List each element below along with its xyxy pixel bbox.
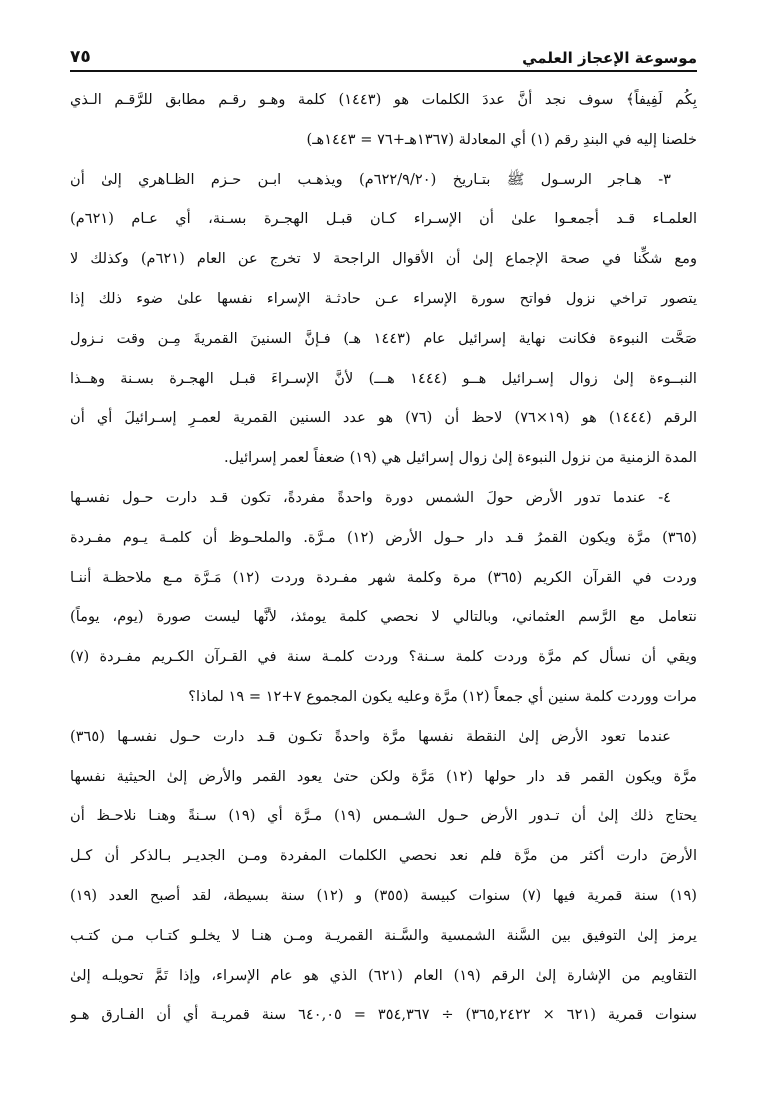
text-line: ٤- عندما تدور الأرض حولَ الشمس دورة واحدةً مفردةً، تكون قـد دارت حـول نفسـها — [70, 488, 671, 506]
text-line: خلصنا إليه في البندِ رقم (١) أي المعادلة (١٣٦٧هـ+٧٦ = ١٤٤٣هـ) — [306, 130, 697, 148]
text-line: مرَّة ويكون القمر قد دار حولها (١٢) مَرَّة ولكن حتىٰ يعود القمر والأرض إلىٰ الحيثية نفسها — [70, 767, 697, 785]
text-line: التقاويم من الإشارة إلىٰ الرقم (١٩) العام (٦٢١) الذي هو عام الإسراء، وإذا تَمَّ تحويلـه إلىٰ — [70, 966, 697, 984]
text-line: المدة الزمنية من نزول النبوءة إلىٰ زوال إسرائيل هي (١٩) ضعفاً لعمر إسرائيل. — [223, 449, 697, 467]
text-line: نتعامل مع الرَّسم العثماني، وبالتالي لا نحصي كلمة يومئذ، لأنَّها ليست صورة (يوم، يوماً) — [70, 608, 697, 626]
text-line: يحتاج ذلك إلىٰ أن تـدور الأرض حـول الشـمس (١٩) مـرَّة أي (١٩) سـنةً وهنـا نلاحـظ أن — [70, 807, 697, 825]
page-number: ٧٥ — [70, 47, 91, 67]
text-line: ٣- هـاجر الرسـول ﷺ بتـاريخ (٦٢٢/٩/٢٠م) ويذهـب ابـن حـزم الظـاهري إلىٰ أن — [70, 170, 672, 188]
text-line: ويقي أن نسأل كم مرَّة وردت كلمة سـنة؟ وردت كلمـة سنة في القـرآن الكـريم مفـردة (٧) — [70, 648, 697, 666]
text-line: الرقم (١٤٤٤) هو (١٩×٧٦) لاحظ أن (٧٦) هو عدد السنين القمرية لعمـرِ إسـرائيلَ أي أن — [70, 409, 697, 427]
text-line: (١٩) سنة قمرية فيها (٧) سنوات كبيسة (٣٥٥) و (١٢) سنة بسيطة، لقد أصبح العدد (١٩) — [70, 886, 697, 904]
running-title: موسوعة الإعجاز العلمي — [522, 49, 697, 67]
text-line: الأرضَ دارت أكثر من مرَّة فلم نعد نحصي الكلمات المفردة ومـن الجديـر بـالذكر أن كـل — [70, 847, 697, 865]
text-line: النبــوءة إلىٰ زوال إسـرائيل هــو (١٤٤٤ هـــ) لأنَّ الإسـراءَ قبـل الهجـرة بسـنة وهــذا — [70, 369, 697, 387]
text-line: يرمز إلىٰ التوفيق بين السَّنة الشمسية والسَّـنة القمريـة ومـن هنـا لا يخلـو كتـاب مـن كتـب — [70, 926, 697, 944]
text-line: وردت في القرآن الكريم (٣٦٥) مرة وكلمة شهر مفـردة وردت (١٢) مَـرَّة مـع ملاحظـة أننـا — [70, 568, 697, 586]
text-line: مرات ووردت كلمة سنين أي جمعاً (١٢) مرَّة وعليه يكون المجموع ٧+١٢ = ١٩ لماذا؟ — [188, 687, 697, 705]
text-line: بِكُم لَفِيفاً﴾ سوف نجد أنَّ عددَ الكلمات هو (١٤٤٣) كلمة وهـو رقـم مطابق للرَّقـم الـذي — [70, 91, 697, 108]
text-line: يتصور تراخي نزول فواتح سورة الإسراء عـن حادثـة الإسراء نفسها علىٰ ضوء ذلك إذا — [70, 289, 697, 307]
text-line: ومع شكِّنا في صحة الإجماع إلىٰ أن الأقوال الراجحة لا تخرج عن العام (٦٢١م) وكذلك لا — [70, 250, 697, 268]
page-body — [70, 80, 697, 1035]
text-line: عندما تعود الأرض إلىٰ النقطة نفسها مرَّة واحدةً تكـون قـد دارت حـول نفسـها (٣٦٥) — [70, 727, 671, 745]
text-line: (٣٦٥) مرَّة ويكون القمرُ قـد دار حـول الأرض (١٢) مـرَّة. والملحـوظ أن كلمـة يـوم مفـردة — [70, 528, 697, 546]
text-line: سنوات قمرية (٦٢١ × ٣٦٥,٢٤٢٢) ÷ ٣٥٤,٣٦٧ = ٦٤٠,٠٥ سنة قمريـة أي أن الفـارق هـو — [70, 1006, 697, 1024]
text-line: العلمـاء قـد أجمعـوا علىٰ أن الإسـراء كـان قبـل الهجـرة بسـنة، أي عـام (٦٢١م) — [70, 210, 697, 228]
page-header — [70, 38, 697, 72]
text-line: صَحَّت النبوءة فكانت نهاية إسرائيل عام (١٤٤٣ هـ) فـإنَّ السنينَ القمريةَ مِـن وقت نـزول — [70, 329, 697, 347]
